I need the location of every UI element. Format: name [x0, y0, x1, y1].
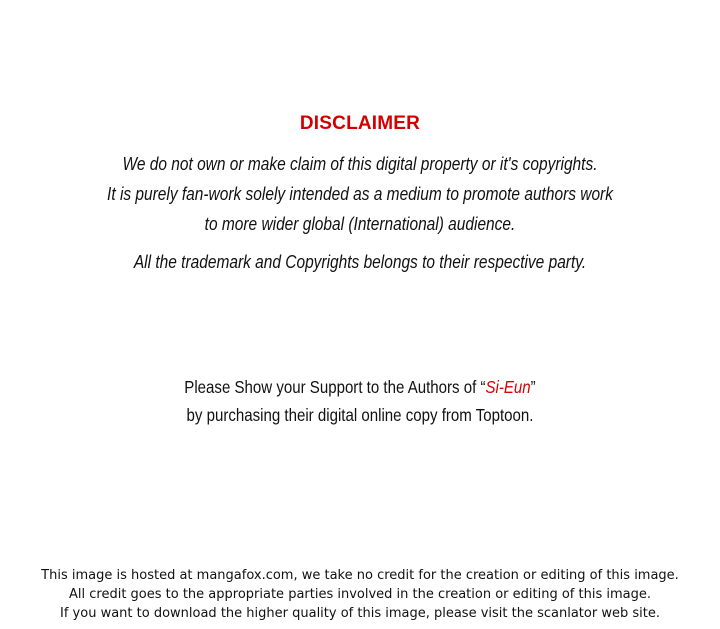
support-prefix: Please Show your Support to the Authors of “ [184, 377, 486, 397]
footer-line-3: If you want to download the higher quality of this image, please visit the scanlator web site. [60, 606, 660, 621]
disclaimer-line-1: We do not own or make claim of this digital property or it's copyrights. [122, 154, 598, 174]
support-suffix: ” [530, 377, 536, 397]
support-line-2: by purchasing their digital online copy from Toptoon. [186, 405, 534, 425]
footer-line-1: This image is hosted at mangafox.com, we take no credit for the creation or editing of this image. [41, 568, 679, 583]
author-name: Si-Eun [485, 377, 531, 397]
footer-line-2: All credit goes to the appropriate parties involved in the creation or editing of this image. [69, 587, 651, 602]
support-line-1 [50, 377, 669, 398]
disclaimer-line-3: to more wider global (International) audience. [204, 214, 516, 234]
disclaimer-line-4: All the trademark and Copyrights belongs to their respective party. [133, 252, 587, 272]
disclaimer-line-2: It is purely fan-work solely intended as a medium to promote authors work [107, 184, 613, 204]
disclaimer-title: DISCLAIMER [299, 113, 421, 134]
